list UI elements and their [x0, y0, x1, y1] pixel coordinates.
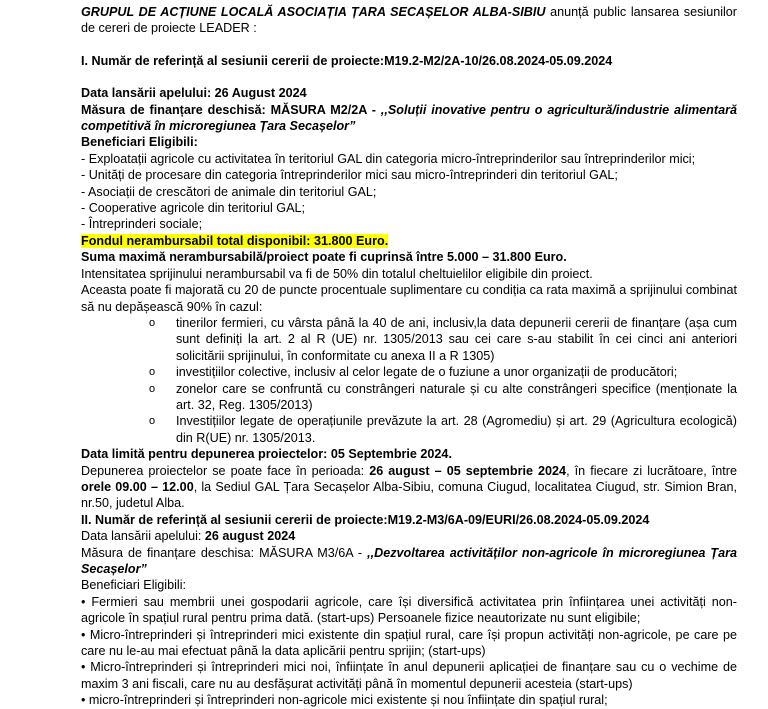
- section1-launch-date: Data lansării apelului: 26 August 2024: [81, 86, 307, 101]
- section2-launch-label: Data lansării apelului:: [81, 529, 205, 544]
- beneficiary-item: - Unități de procesare din categoria întreprinderilor mici sau micro-întreprinderi din teritoriul GAL;: [81, 168, 618, 183]
- circle-bullet-icon: o: [149, 316, 156, 329]
- beneficiary-item: • Micro-întreprinderi și întreprinderi mici noi, înființate în anul depunerii aplicației de finanțare sau cu o vechime de maxim 3 ani fiscali, care nu au desfășurat activități până în momentul depunerii acesteia (start-ups): [81, 660, 737, 691]
- section2-ref-label: II. Număr de referință al sesiunii cererii de proiecte:: [81, 512, 388, 527]
- section1-beneficiaries-list: [81, 151, 737, 233]
- circle-bullet-icon: o: [149, 366, 156, 379]
- section1-beneficiaries-title: Beneficiari Eligibili:: [81, 135, 198, 150]
- section2-measure-title: ,,Dezvoltarea activităților non-agricole în microregiunea Țara Secașelor”: [81, 545, 737, 576]
- submission-hours: orele 09.00 – 12.00: [81, 479, 194, 494]
- submission-paragraph: [81, 463, 737, 512]
- section1-measure-label: Măsura de finanțare deschisă: MĂSURA M2/2A -: [81, 102, 381, 117]
- circle-bullet-icon: o: [149, 415, 156, 428]
- section1-ref-label: I. Număr de referință al sesiunii cererii de proiecte:: [81, 53, 385, 68]
- condition-item: [149, 413, 737, 446]
- section2-measure-label: Măsura de finanțare deschisa: MĂSURA M3/6A -: [81, 545, 368, 560]
- section2-launch-date: [81, 528, 737, 544]
- submission-text-2: , în fiecare zi lucrătoare, între: [566, 463, 737, 478]
- intro-text: anunță public lansarea sesiunilor de cereri de proiecte LEADER :: [81, 5, 737, 36]
- section1-measure: [81, 102, 737, 135]
- deadline: Data limită pentru depunerea proiectelor: 05 Septembrie 2024.: [81, 447, 452, 462]
- fund-highlight: Fondul nerambursabil total disponibil: 31.800 Euro.: [81, 233, 389, 248]
- fund-available: [81, 233, 737, 249]
- section2-launch-value: 26 august 2024: [204, 529, 296, 544]
- submission-period: 26 august – 05 septembrie 2024: [369, 463, 567, 478]
- condition-text: investițiilor colective, inclusiv al celor legate de o fuziune a unor organizații de producători;: [176, 365, 678, 380]
- document-body: [81, 4, 737, 709]
- intro-paragraph: [81, 4, 737, 37]
- section2-reference: [81, 512, 737, 528]
- condition-text: tinerilor fermieri, cu vârsta până la 40 de ani, inclusiv,la data depunerii cererii de finanțare (așa cum sunt definiți la art. 2 al R (UE) nr. 1305/2013 sau cei care s-au stabilit în cei cinci ani anteriori solicitării sprijinului, în conformitate cu anexa II a R 1305): [176, 315, 737, 363]
- condition-item: [149, 381, 737, 414]
- beneficiary-item: - Cooperative agricole din teritoriul GAL;: [81, 201, 305, 216]
- section2-beneficiaries-title: Beneficiari Eligibili:: [81, 578, 186, 593]
- section1-reference: [81, 53, 737, 69]
- submission-text-1: Depunerea proiectelor se poate face în perioada:: [81, 463, 370, 478]
- section2-measure: [81, 545, 737, 578]
- beneficiary-item: - Asociații de crescători de animale din teritoriul GAL;: [81, 184, 377, 199]
- intensity: Intensitatea sprijinului nerambursabil va fi de 50% din totalul cheltuielilor eligibile din proiect.: [81, 266, 593, 281]
- section2-ref-value: M19.2-M3/6A-09/EURI/26.08.2024-05.09.2024: [387, 512, 650, 527]
- group-name: GRUPUL DE ACȚIUNE LOCALĂ ASOCIAȚIA ȚARA SECAȘELOR ALBA-SIBIU: [81, 5, 546, 19]
- beneficiary-item: • Micro-întreprinderi și întreprinderi mici existente din spațiul rural, care își propun activități non-agricole, pe care pe care nu le-au mai efectuat până la data aplicării pentru sprijin; (start-ups): [81, 627, 737, 659]
- beneficiary-item: - Exploatații agricole cu activitatea în teritoriul GAL din categoria micro-întreprinderilor sau întreprinderilor mici;: [81, 151, 696, 166]
- condition-item: [149, 315, 737, 364]
- condition-item: [149, 364, 737, 380]
- beneficiary-item: - Întreprinderi sociale;: [81, 217, 203, 232]
- increase-conditions-intro: Aceasta poate fi majorată cu 20 de puncte procentuale suplimentare cu condiția ca rata maximă a sprijinului combinat să nu depășească 90% în cazul:: [81, 283, 737, 314]
- submission-text-3: , la Sediul GAL Țara Secașelor Alba-Sibiu, comuna Ciugud, localitatea Ciugud, str. Simion Bran, nr.50, judetul Alba.: [81, 479, 737, 511]
- section2-beneficiaries-list: [81, 594, 737, 709]
- section1-ref-value: M19.2-M2/2A-10/26.08.2024-05.09.2024: [384, 53, 613, 68]
- condition-text: zonelor care se confruntă cu constrângeri naturale și cu alte constrângeri specifice (menționate la art. 32, Reg. 1305/2013): [176, 381, 737, 412]
- max-amount: Suma maximă nerambursabilă/proiect poate fi cuprinsă între 5.000 – 31.800 Euro.: [81, 250, 567, 265]
- conditions-list: [81, 315, 737, 446]
- beneficiary-item: • micro-întreprinderi și întreprinderi non-agricole mici existente și nou înființate din spațiul rural;: [81, 693, 608, 708]
- circle-bullet-icon: o: [149, 382, 156, 395]
- beneficiary-item: • Fermieri sau membrii unei gospodarii agricole, care își diversifică activitatea prin înființarea unei activități non-agricole în spațiul rural pentru prima dată. (start-ups) Persoanele fizice neautorizate nu sunt eligibile;: [81, 594, 737, 626]
- section1-measure-title: ,,Soluții inovative pentru o agricultură/industrie alimentară competitivă în microregiunea Țara Secașelor”: [81, 102, 737, 134]
- condition-text: Investițiilor legate de operațiunile prevăzute la art. 28 (Agromediu) și art. 29 (Agricultura ecologică) din R(UE) nr. 1305/2013.: [176, 414, 737, 445]
